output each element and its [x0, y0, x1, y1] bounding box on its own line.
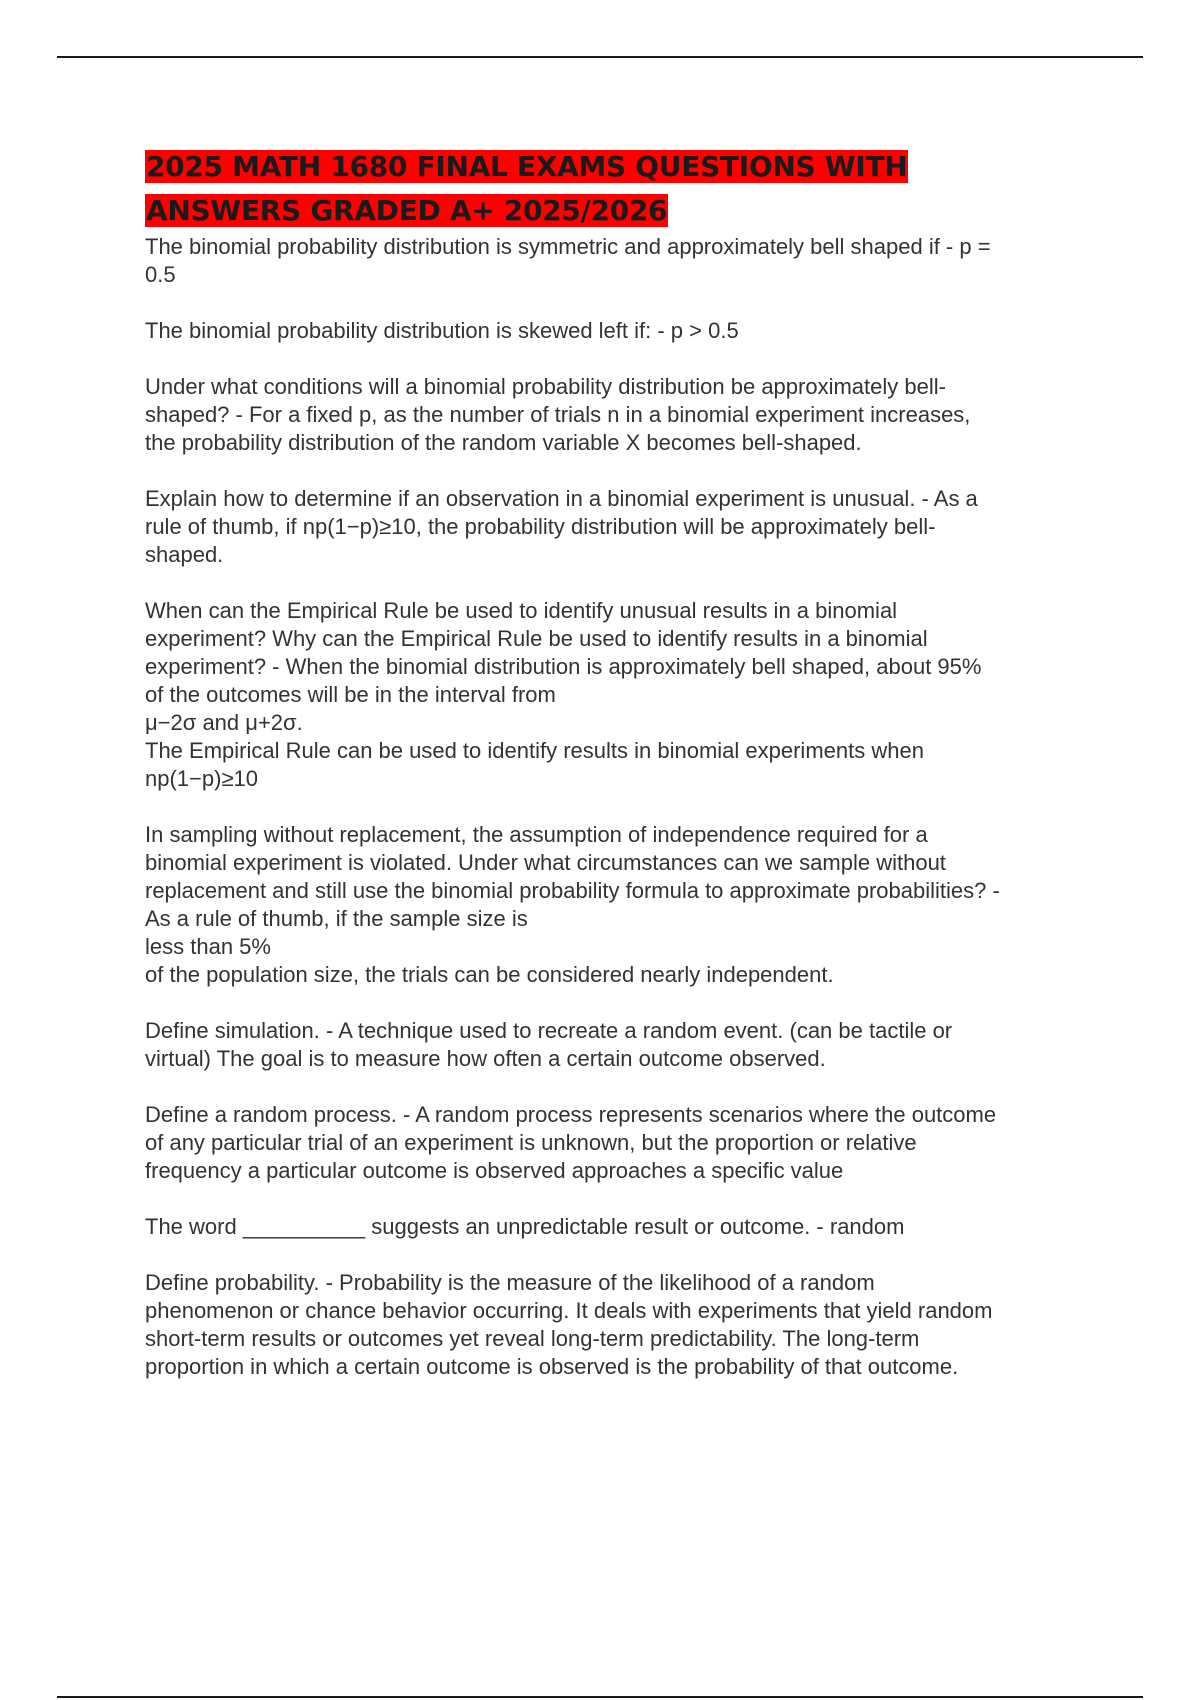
qa-item-9: The word __________ suggests an unpredictable result or outcome. - random	[145, 1214, 905, 1239]
qa-item-7: Define simulation. - A technique used to recreate a random event. (can be tactile or virtual) The goal is to measure how often a certain outcome observed.	[145, 1018, 953, 1071]
qa-item-2: The binomial probability distribution is skewed left if: - p > 0.5	[145, 318, 739, 343]
title-line-1: 2025 MATH 1680 FINAL EXAMS QUESTIONS WITH	[146, 150, 908, 183]
qa-item-8: Define a random process. - A random process represents scenarios where the outcome of any particular trial of an experiment is unknown, but the proportion or relative frequency a particular outcome is observed approaches a specific value	[145, 1102, 997, 1183]
title-line-2: ANSWERS GRADED A+ 2025/2026	[146, 194, 668, 227]
bottom-divider	[57, 1696, 1143, 1698]
qa-item-3: Under what conditions will a binomial probability distribution be approximately bell- shaped? - For a fixed p, as the number of trials n in a binomial experiment increases, the probability distribution of the random variable X becomes bell-shaped.	[145, 374, 971, 455]
qa-item-4: Explain how to determine if an observation in a binomial experiment is unusual. - As a rule of thumb, if np(1−p)≥10, the probability distribution will be approximately bell- shaped.	[145, 486, 978, 567]
qa-item-5: When can the Empirical Rule be used to identify unusual results in a binomial experiment? Why can the Empirical Rule be used to identify results in a binomial experiment? - When the binomial distribution is approximately bell shaped, about 95% of the outcomes will be in the interval from μ−2σ and μ+2σ. The Empirical Rule can be used to identify results in binomial experiments when np(1−p)≥10	[145, 598, 982, 791]
top-divider	[57, 56, 1143, 58]
qa-item-6: In sampling without replacement, the assumption of independence required for a binomial experiment is violated. Under what circumstances can we sample without replacement and still use the binomial probability formula to approximate probabilities? - As a rule of thumb, if the sample size is less than 5% of the population size, the trials can be considered nearly independent.	[145, 822, 1000, 987]
qa-item-1: The binomial probability distribution is symmetric and approximately bell shaped if - p = 0.5	[145, 234, 991, 287]
qa-item-10: Define probability. - Probability is the measure of the likelihood of a random phenomenon or chance behavior occurring. It deals with experiments that yield random short-term results or outcomes yet reveal long-term predictability. The long-term proportion in which a certain outcome is observed is the probability of that outcome.	[145, 1270, 993, 1379]
document-body	[145, 145, 1095, 1409]
document-title	[145, 145, 1095, 233]
